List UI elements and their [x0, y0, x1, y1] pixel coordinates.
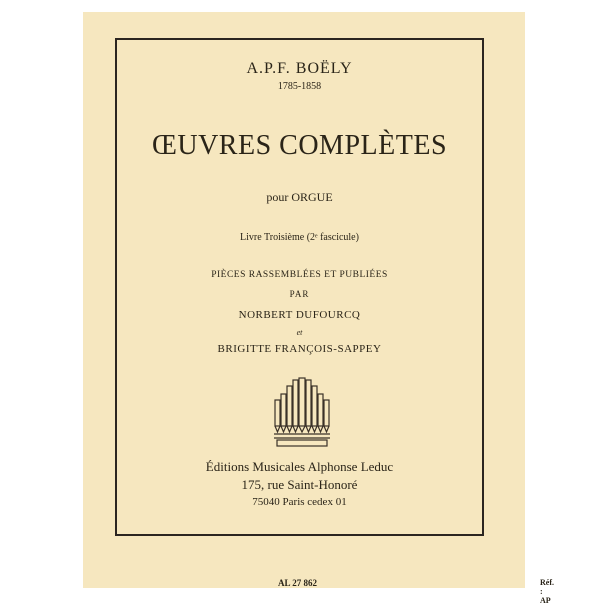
- editor-name-2: BRIGITTE FRANÇOIS-SAPPEY: [217, 343, 382, 355]
- publisher-street: 175, rue Saint-Honoré: [241, 477, 358, 492]
- organ-pipes-icon: [273, 376, 333, 448]
- publisher-name: Éditions Musicales Alphonse Leduc: [205, 459, 394, 474]
- by-label: PAR: [289, 289, 310, 299]
- reference-code: Réf. : AP: [540, 578, 554, 605]
- work-title: ŒUVRES COMPLÈTES: [151, 130, 448, 161]
- composer-dates: 1785-1858: [277, 81, 322, 92]
- instrument-line: pour ORGUE: [266, 190, 333, 204]
- composer-name: A.P.F. BOËLY: [246, 60, 353, 77]
- and-label: et: [296, 328, 303, 337]
- volume-line: Livre Troisième (2ᵉ fascicule): [240, 232, 359, 243]
- editor-name-1: NORBERT DUFOURCQ: [238, 309, 361, 321]
- catalog-number: AL 27 862: [278, 578, 318, 588]
- cover-border-frame: [115, 38, 484, 536]
- publisher-city: 75040 Paris cedex 01: [252, 496, 347, 508]
- collected-line: PIÈCES RASSEMBLÉES ET PUBLIÉES: [211, 270, 388, 280]
- score-cover: [83, 12, 554, 605]
